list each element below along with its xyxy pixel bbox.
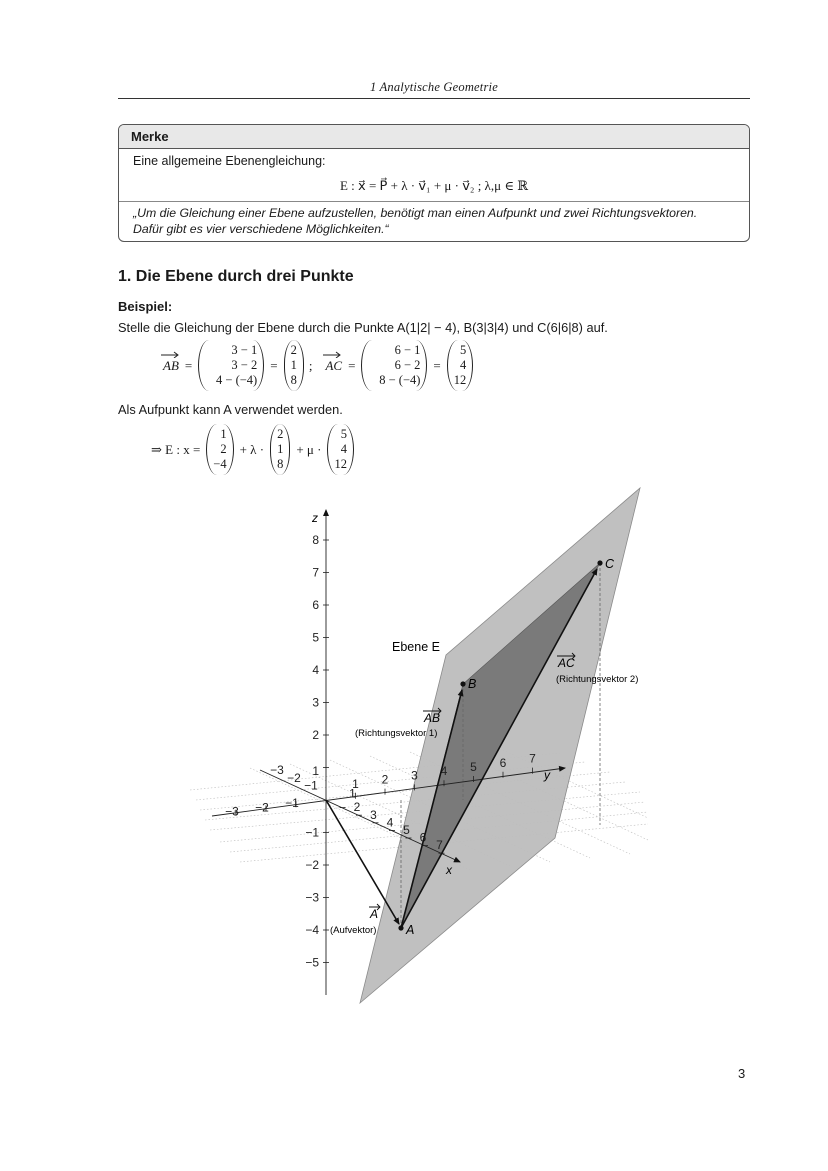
z-tick-label: 2 — [312, 728, 319, 742]
example-label: Beispiel: — [118, 299, 173, 314]
y-tick-label: 1 — [352, 776, 359, 791]
x-tick-label: 2 — [353, 800, 361, 815]
ab-result-1: 2 — [290, 343, 297, 357]
equals-sign: = — [433, 357, 441, 373]
x-tick-label: 3 — [370, 807, 377, 822]
y-tick-label: 3 — [411, 768, 418, 783]
vec-ac-note: (Richtungsvektor 2) — [556, 674, 639, 685]
y-axis-label: y — [544, 768, 550, 782]
plane-equation-prefix: ⇒ E : x = — [151, 441, 201, 457]
v1-1: 2 — [277, 427, 284, 441]
z-tick-label: 4 — [312, 663, 319, 677]
v2-3: 12 — [334, 457, 347, 471]
z-tick-label: 1 — [312, 764, 319, 778]
y-neg-tick-label: −2 — [255, 800, 269, 815]
z-tick-label: 5 — [312, 630, 319, 645]
semicolon: ; — [308, 357, 313, 373]
ab-label-text: AB — [163, 357, 179, 373]
x-neg-tick-label: −1 — [304, 778, 318, 793]
vec-a-label: A — [370, 907, 379, 921]
z-axis-ticks — [305, 533, 329, 970]
x-neg-tick-label: −3 — [270, 763, 284, 778]
x-tick-label: 7 — [436, 838, 443, 853]
ac-result-3: 12 — [453, 373, 467, 387]
merke-equation: E : x⃗ = P⃗ + λ · v⃗₁ + μ · v⃗₂ ; λ,μ ∈ ℝ — [339, 178, 529, 193]
y-neg-tick-label: −1 — [285, 796, 299, 811]
vec-a-note: (Aufvektor) — [330, 925, 377, 936]
z-tick-label: −2 — [305, 858, 319, 872]
z-tick-label: 6 — [312, 598, 319, 612]
z-tick-label: −5 — [305, 955, 319, 970]
ab-result-3: 8 — [290, 373, 297, 387]
x-tick-label: 4 — [386, 815, 394, 830]
vec-ac-label: AC — [558, 656, 575, 670]
point-c-dot — [597, 560, 602, 565]
merke-quote-line-2: Dafür gibt es vier verschiedene Möglichkeiten.“ — [133, 222, 389, 236]
y-neg-tick-label: −3 — [225, 804, 239, 819]
x-tick-label: 1 — [349, 786, 356, 801]
plane-label: Ebene E — [392, 640, 440, 654]
equals-sign: = — [184, 357, 193, 373]
running-header: 1 Analytische Geometrie — [370, 80, 498, 94]
point-c-label: C — [605, 557, 615, 571]
vec-ab-note: (Richtungsvektor 1) — [355, 728, 438, 739]
equals-sign: = — [270, 357, 278, 373]
ab-result-2: 1 — [290, 358, 297, 372]
ac-result-2: 4 — [460, 358, 467, 372]
ab-expr-2: 3 − 2 — [231, 358, 258, 372]
equals-sign: = — [348, 357, 356, 373]
z-tick-label: 3 — [312, 695, 319, 710]
y-tick-label: 7 — [529, 751, 536, 766]
ac-result-1: 5 — [460, 343, 467, 357]
v1-3: 8 — [277, 457, 284, 471]
y-tick-label: 2 — [381, 772, 389, 787]
section-title: 1. Die Ebene durch drei Punkte — [118, 268, 354, 285]
x-tick-label: 6 — [419, 830, 427, 845]
ac-label-text: AC — [325, 357, 343, 373]
example-task: Stelle die Gleichung der Ebene durch die Punkte A(1|2| − 4), B(3|3|4) und C(6|6|8) auf. — [118, 320, 608, 335]
point-b-label: B — [468, 677, 477, 691]
z-tick-label: 8 — [312, 533, 319, 547]
point-a-label: A — [406, 923, 415, 937]
point-b-dot — [460, 681, 465, 686]
support-3: −4 — [213, 457, 227, 471]
merke-title: Merke — [119, 125, 749, 149]
z-axis-label: z — [312, 511, 318, 525]
z-tick-label: −3 — [305, 890, 319, 905]
vec-ab-label: AB — [424, 711, 441, 725]
v1-2: 1 — [277, 442, 284, 456]
ac-expr-2: 6 − 2 — [394, 358, 421, 372]
support-1: 1 — [220, 427, 227, 441]
y-tick-label: 5 — [470, 760, 477, 774]
merke-quote-line-1: „Um die Gleichung einer Ebene aufzustellen, benötigt man einen Aufpunkt und zwei Richtungsvektoren. — [133, 206, 698, 220]
v2-1: 5 — [340, 427, 347, 441]
merke-intro: Eine allgemeine Ebenengleichung: — [133, 154, 326, 168]
ac-expr-3: 8 − (−4) — [379, 373, 421, 387]
x-tick-label: 5 — [403, 823, 410, 837]
ab-expr-3: 4 − (−4) — [216, 373, 258, 387]
y-tick-label: 6 — [499, 755, 507, 770]
lambda-operator: + λ · — [239, 441, 265, 457]
point-a-dot — [398, 925, 403, 930]
ab-expr-1: 3 − 1 — [231, 343, 258, 357]
z-tick-label: 7 — [312, 565, 319, 580]
y-tick-label: 4 — [440, 764, 448, 779]
z-tick-label: −4 — [305, 923, 319, 937]
v2-2: 4 — [340, 442, 347, 456]
x-axis-label: x — [446, 863, 452, 877]
mu-operator: + μ · — [296, 441, 322, 457]
z-tick-label: −1 — [305, 825, 319, 840]
support-2: 2 — [220, 442, 227, 456]
x-neg-tick-label: −2 — [287, 770, 301, 785]
aufpunkt-text: Als Aufpunkt kann A verwendet werden. — [118, 402, 343, 417]
ac-expr-1: 6 − 1 — [394, 343, 421, 357]
page-number: 3 — [738, 1066, 746, 1081]
